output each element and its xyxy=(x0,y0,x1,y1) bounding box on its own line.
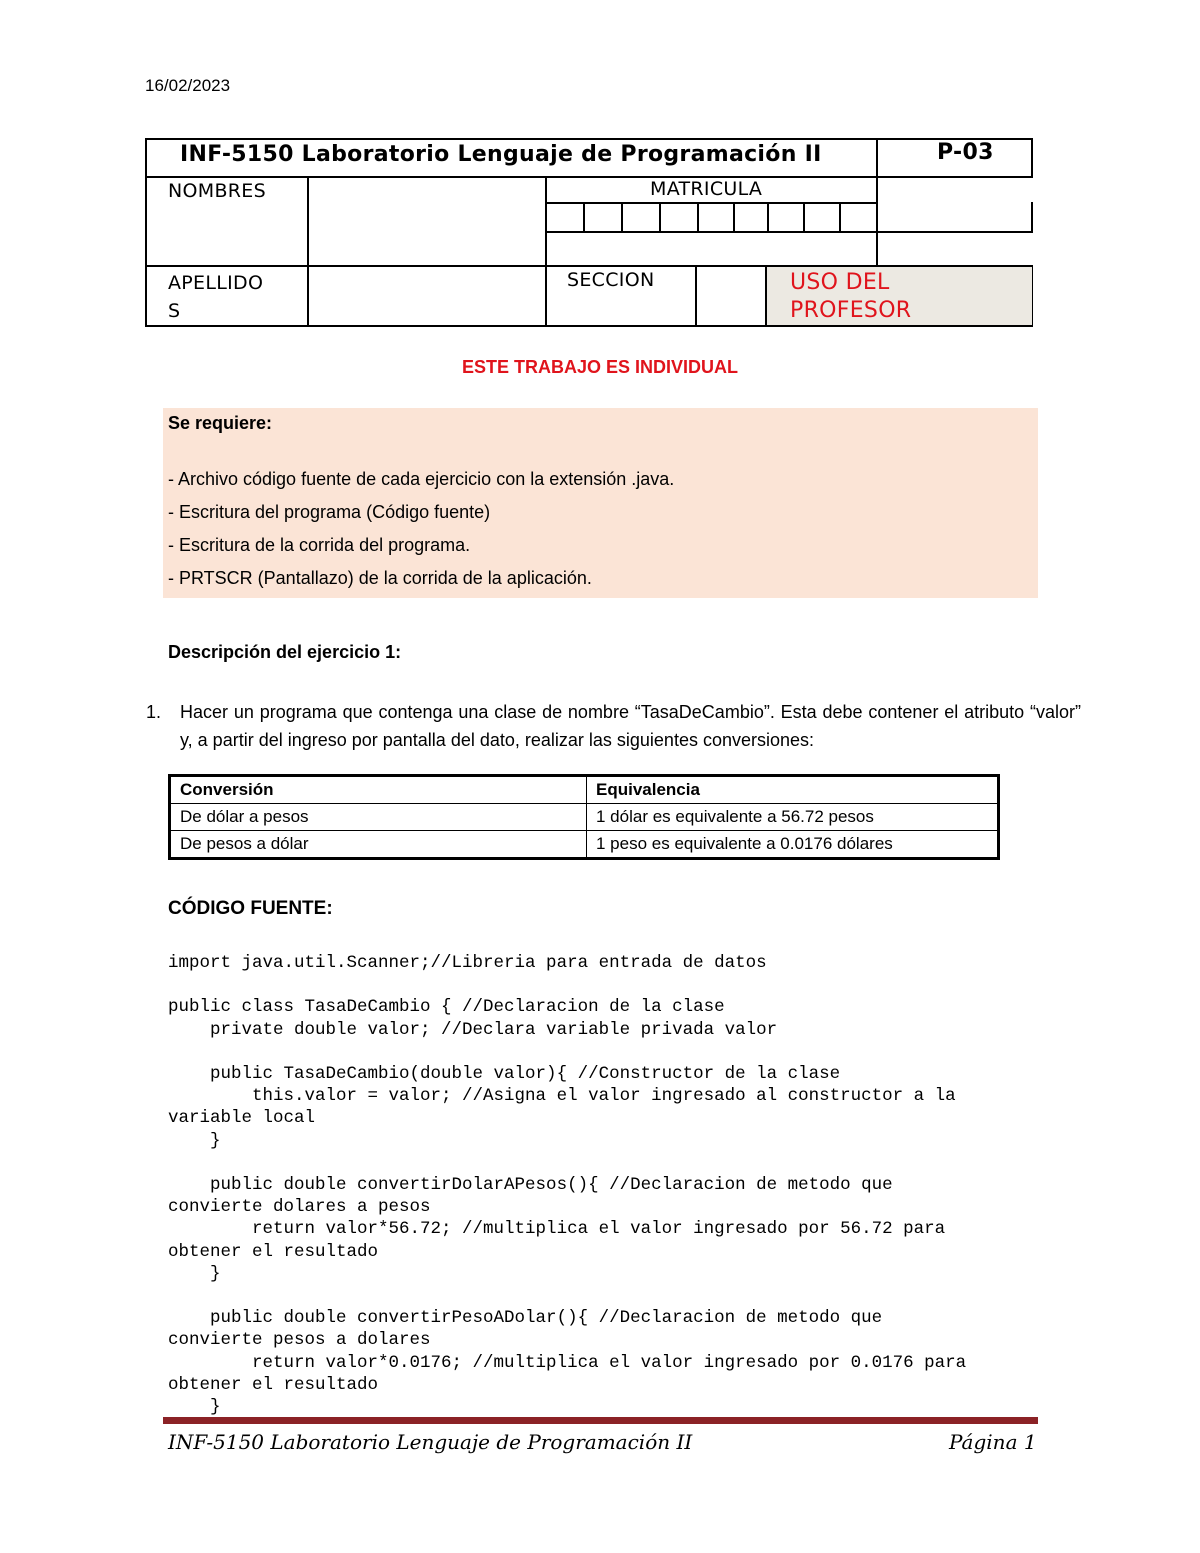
table-row xyxy=(170,831,999,859)
source-code-block: import java.util.Scanner;//Libreria para entrada de datos public class TasaDeCambio { //Declaracion de la clase private double valor; //Declara variable privada valor public TasaDeCambio(double valor){ //Constructor de la clase this.valor = valor; //Asigna el valor ingresado al constructor a la variable local } public double convertirDolarAPesos(){ //Declaracion de metodo que convierte dolares a pesos return valor*56.72; //multiplica el valor ingresado por 56.72 para obtener el resultado } public double convertirPesoADolar(){ //Declaracion de metodo que convierte pesos a dolares return valor*0.0176; //multiplica el valor ingresado por 0.0176 para obtener el resultado } xyxy=(168,953,967,1418)
footer-divider xyxy=(163,1417,1038,1424)
requirement-item: - Escritura del programa (Código fuente) xyxy=(168,502,491,522)
exercise-description xyxy=(146,698,1081,754)
table-cell: De pesos a dólar xyxy=(170,831,587,859)
table-cell: De dólar a pesos xyxy=(170,804,587,831)
form-title: INF-5150 Laboratorio Lenguaje de Programación II xyxy=(180,142,822,167)
source-code-heading: CÓDIGO FUENTE: xyxy=(168,898,333,919)
requirement-item: - Escritura de la corrida del programa. xyxy=(168,535,471,555)
requirement-item: - PRTSCR (Pantallazo) de la corrida de la aplicación. xyxy=(168,568,592,588)
nombres-label: NOMBRES xyxy=(168,180,266,202)
page-number: Página 1 xyxy=(949,1430,1037,1454)
requirements-box xyxy=(163,408,1038,598)
seccion-label: SECCION xyxy=(567,269,655,291)
teacher-use-label: USO DEL PROFESOR xyxy=(790,270,912,323)
table-row xyxy=(170,804,999,831)
table-header-cell: Equivalencia xyxy=(587,776,999,804)
requirement-item: - Archivo código fuente de cada ejercicio con la extensión .java. xyxy=(168,469,675,489)
table-header-row xyxy=(170,776,999,804)
conversion-table xyxy=(168,774,1000,860)
header-date: 16/02/2023 xyxy=(145,76,231,95)
practice-code: P-03 xyxy=(937,140,994,165)
requirements-title: Se requiere: xyxy=(168,413,273,433)
exercise-heading: Descripción del ejercicio 1: xyxy=(168,642,402,662)
table-cell: 1 dólar es equivalente a 56.72 pesos xyxy=(587,804,999,831)
exercise-text: Hacer un programa que contenga una clase de nombre “TasaDeCambio”. Esta debe contener el atributo “valor” y, a partir del ingreso por pantalla del dato, realizar las siguientes conversiones: xyxy=(180,702,1081,750)
footer-title: INF-5150 Laboratorio Lenguaje de Programación II xyxy=(168,1430,693,1454)
table-header-cell: Conversión xyxy=(170,776,587,804)
apellidos-label: APELLIDO S xyxy=(168,272,264,322)
student-info-form xyxy=(145,138,1033,327)
individual-notice: ESTE TRABAJO ES INDIVIDUAL xyxy=(461,357,739,377)
exercise-number: 1. xyxy=(146,702,162,722)
table-cell: 1 peso es equivalente a 0.0176 dólares xyxy=(587,831,999,859)
matricula-label: MATRICULA xyxy=(650,178,763,200)
